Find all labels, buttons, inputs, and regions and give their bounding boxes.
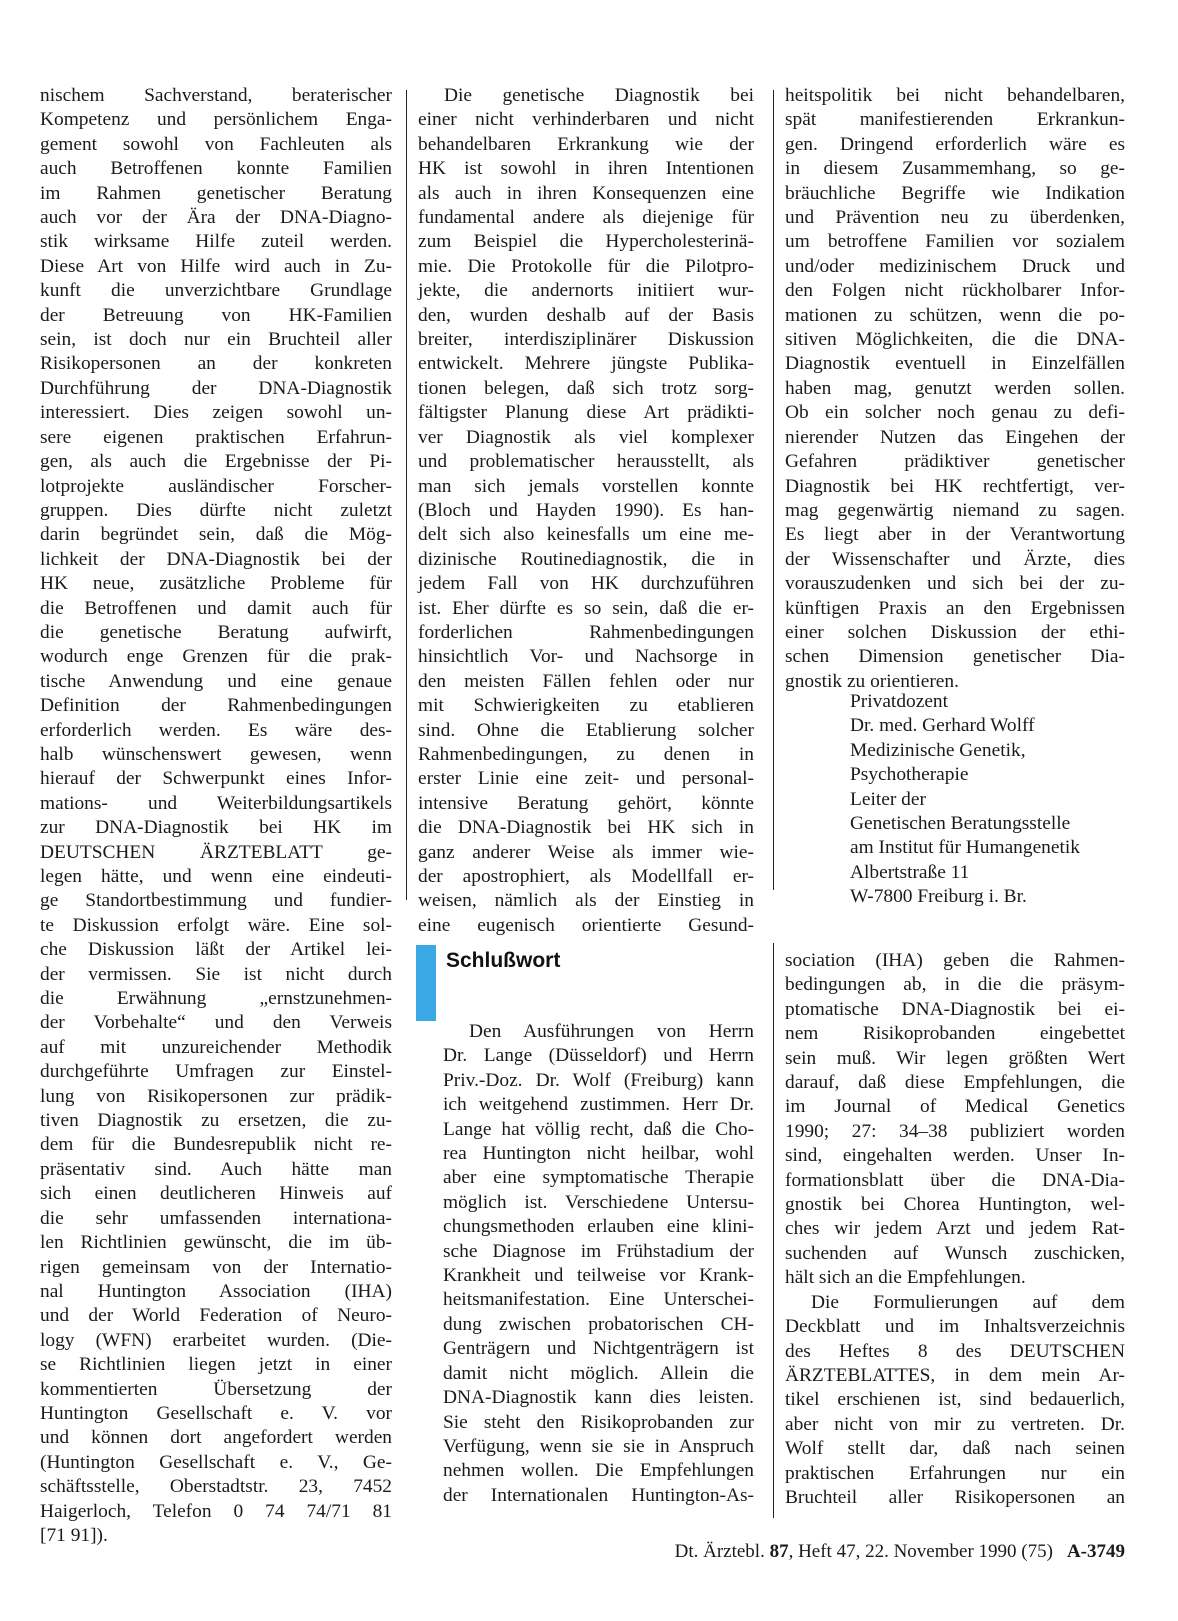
column-rule bbox=[773, 943, 774, 1518]
text-line: nehmen wollen. Die Empfehlungen bbox=[443, 1460, 754, 1482]
text-line: ge Standortbestimmung und fundier- bbox=[40, 890, 392, 912]
text-line: Genträgern und Nichtgenträgern ist bbox=[443, 1338, 754, 1360]
text-line: ganz anderer Weise als immer wie- bbox=[418, 841, 754, 863]
text-line: te Diskussion erfolgt wäre. Eine sol- bbox=[40, 914, 392, 936]
footer-journal: Dt. Ärztebl. bbox=[674, 1541, 765, 1562]
text-line: dem für die Bundesrepublik nicht re- bbox=[40, 1134, 392, 1156]
text-line: heitspolitik bei nicht behandelbaren, bbox=[785, 85, 1125, 106]
text-line: aber nicht von mir zu vertreten. Dr. bbox=[785, 1413, 1125, 1435]
text-line: tionen belegen, daß sich trotz sorg- bbox=[418, 377, 754, 399]
text-line: rea Huntington nicht heilbar, wohl bbox=[443, 1143, 754, 1165]
text-line: nal Huntington Association (IHA) bbox=[40, 1280, 392, 1302]
text-line: behandelbaren Erkrankung wie der bbox=[418, 133, 754, 155]
text-line: den, wurden deshalb auf der Basis bbox=[418, 304, 754, 326]
text-line: Wolf stellt dar, daß nach seinen bbox=[785, 1438, 1125, 1460]
text-line: des Heftes 8 des DEUTSCHEN bbox=[785, 1340, 1125, 1362]
text-line: gruppen. Dies dürfte nicht zuletzt bbox=[40, 499, 392, 521]
text-line: einer nicht verhinderbaren und nicht bbox=[418, 109, 754, 131]
text-line: und Prävention neu zu überdenken, bbox=[785, 207, 1125, 229]
text-line: man sich jemals vorstellen konnte bbox=[418, 475, 754, 497]
text-line: um betroffene Familien vor sozialem bbox=[785, 231, 1125, 253]
text-line: sociation (IHA) geben die Rahmen- bbox=[785, 950, 1125, 971]
text-line: sind, eingehalten werden. Unser In- bbox=[785, 1145, 1125, 1167]
text-line: halb wünschenswert gewesen, wenn bbox=[40, 743, 392, 765]
text-line: nem Risikoprobanden eingebettet bbox=[785, 1023, 1125, 1045]
author-line: Privatdozent bbox=[850, 691, 949, 712]
text-line: mit Schwierigkeiten zu etablieren bbox=[418, 695, 754, 717]
text-line: (Huntington Gesellschaft e. V., Ge- bbox=[40, 1451, 392, 1473]
column-rule bbox=[406, 90, 407, 900]
text-line: sein muß. Wir legen größten Wert bbox=[785, 1047, 1125, 1069]
text-line: im Journal of Medical Genetics bbox=[785, 1096, 1125, 1118]
text-line: und der World Federation of Neuro- bbox=[40, 1305, 392, 1327]
text-line: sind. Ohne die Etablierung solcher bbox=[418, 719, 754, 741]
text-line: erforderlich werden. Es wäre des- bbox=[40, 719, 392, 741]
text-line: bräuchliche Begriffe wie Indikation bbox=[785, 182, 1125, 204]
text-line: Kompetenz und persönlichem Enga- bbox=[40, 109, 392, 131]
text-line: auch Betroffenen konnte Familien bbox=[40, 158, 392, 180]
text-line: spät manifestierenden Erkrankun- bbox=[785, 109, 1125, 131]
author-line: Genetischen Beratungsstelle bbox=[850, 813, 1071, 835]
text-line: kommentierten Übersetzung der bbox=[40, 1378, 392, 1400]
text-line: auf mit unzureichender Methodik bbox=[40, 1036, 392, 1058]
text-line: Durchführung der DNA-Diagnostik bbox=[40, 377, 392, 399]
text-line: dung zwischen probatorischen CH- bbox=[443, 1313, 754, 1335]
text-line: zur DNA-Diagnostik bei HK im bbox=[40, 817, 392, 839]
text-line: Diagnostik bei HK rechtfertigt, ver- bbox=[785, 475, 1125, 497]
text-line: Huntington Gesellschaft e. V. vor bbox=[40, 1402, 392, 1424]
text-line: damit nicht möglich. Allein die bbox=[443, 1362, 754, 1384]
text-line: präsentativ sind. Auch hätte man bbox=[40, 1158, 392, 1180]
text-line: mag gegenwärtig niemand zu sagen. bbox=[785, 499, 1125, 521]
text-line: se Richtlinien liegen jetzt in einer bbox=[40, 1354, 392, 1376]
text-line: ver Diagnostik als viel komplexer bbox=[418, 426, 754, 448]
text-line: mationen zu schützen, wenn die po- bbox=[785, 304, 1125, 326]
text-line: der apostrophiert, als Modellfall er- bbox=[418, 866, 754, 887]
text-line: Priv.-Doz. Dr. Wolf (Freiburg) kann bbox=[443, 1069, 754, 1091]
text-line: gen, als auch die Ergebnisse der Pi- bbox=[40, 451, 392, 473]
text-line: Rahmenbedingungen, zu denen in bbox=[418, 743, 754, 765]
text-line: der Vorbehalte“ und den Verweis bbox=[40, 1012, 392, 1034]
section-heading: Schlußwort bbox=[446, 949, 561, 972]
text-line: gnostik zu orientieren. bbox=[785, 670, 959, 692]
text-line: den meisten Fällen fehlen oder nur bbox=[418, 670, 754, 692]
text-line: len Richtlinien gewünscht, die im üb- bbox=[40, 1232, 392, 1254]
text-line: die Erwähnung „ernstzunehmen- bbox=[40, 988, 392, 1010]
text-line: chungsmethoden erlauben eine klini- bbox=[443, 1216, 754, 1238]
text-column-4 bbox=[443, 1020, 754, 1508]
author-line: Leiter der bbox=[850, 788, 926, 810]
text-line: ist. Eher dürfte es so sein, daß die er- bbox=[418, 597, 754, 619]
text-column-2 bbox=[418, 84, 754, 938]
text-line: Den Ausführungen von Herrn bbox=[469, 1021, 754, 1042]
text-line: Diagnostik eventuell in Einzelfällen bbox=[785, 353, 1125, 375]
text-line: der Wissenschafter und Ärzte, dies bbox=[785, 548, 1125, 570]
text-line: 1990; 27: 34–38 publiziert worden bbox=[785, 1120, 1125, 1142]
text-column-3 bbox=[785, 84, 1125, 694]
text-line: hierauf der Schwerpunkt eines Infor- bbox=[40, 768, 392, 790]
text-line: formationsblatt über die DNA-Dia- bbox=[785, 1169, 1125, 1191]
text-line: der Betreuung von HK-Familien bbox=[40, 304, 392, 326]
text-line: hält sich an die Empfehlungen. bbox=[785, 1267, 1026, 1289]
author-line: W-7800 Freiburg i. Br. bbox=[850, 886, 1027, 908]
text-line: Lange hat völlig recht, daß die Cho- bbox=[443, 1118, 754, 1140]
text-line: tikel erschienen ist, sind bedauerlich, bbox=[785, 1389, 1125, 1411]
text-line: sche Diagnose im Frühstadium der bbox=[443, 1240, 754, 1262]
text-line: [71 91]). bbox=[40, 1524, 108, 1546]
text-line: (Bloch und Hayden 1990). Es han- bbox=[418, 499, 754, 521]
text-line: hinsichtlich Vor- und Nachsorge in bbox=[418, 646, 754, 668]
text-line: che Diskussion läßt der Artikel lei- bbox=[40, 939, 392, 961]
text-line: logy (WFN) erarbeitet wurden. (Die- bbox=[40, 1329, 392, 1351]
text-line: Ob ein solcher noch genau zu defi- bbox=[785, 402, 1125, 424]
text-line: sitiven Möglichkeiten, die die DNA- bbox=[785, 329, 1125, 351]
text-line: nierender Nutzen das Eingehen der bbox=[785, 426, 1125, 448]
text-line: praktischen Erfahrungen nur ein bbox=[785, 1462, 1125, 1484]
text-line: ÄRZTEBLATTES, in dem mein Ar- bbox=[785, 1364, 1125, 1386]
text-line: den Folgen nicht rückholbarer Infor- bbox=[785, 280, 1125, 302]
text-line: Die genetische Diagnostik bei bbox=[444, 85, 754, 106]
text-line: lotprojekte ausländischer Forscher- bbox=[40, 475, 392, 497]
text-line: durchgeführte Umfragen zur Einstel- bbox=[40, 1061, 392, 1083]
text-line: breiter, interdisziplinärer Diskussion bbox=[418, 329, 754, 351]
text-line: Bruchteil aller Risikopersonen an bbox=[785, 1486, 1125, 1508]
text-line: die DNA-Diagnostik bei HK sich in bbox=[418, 817, 754, 839]
text-line: darin begründet sein, daß die Mög- bbox=[40, 524, 392, 546]
author-line: Medizinische Genetik, bbox=[850, 739, 1026, 761]
text-line: als auch in ihren Konsequenzen eine bbox=[418, 182, 754, 204]
text-line: entwickelt. Mehrere jüngste Publika- bbox=[418, 353, 754, 375]
text-line: die Betroffenen und damit auch für bbox=[40, 597, 392, 619]
text-column-1 bbox=[40, 84, 392, 1548]
text-line: delt sich also keinesfalls um eine me- bbox=[418, 524, 754, 546]
footer-issue: , Heft 47, 22. November 1990 (75) bbox=[788, 1541, 1053, 1562]
text-line: interessiert. Dies zeigen sowohl un- bbox=[40, 402, 392, 424]
text-line: die sehr umfassenden internationa- bbox=[40, 1207, 392, 1229]
text-line: suchenden auf Wunsch zuschicken, bbox=[785, 1242, 1125, 1264]
text-line: haben mag, genutzt werden sollen. bbox=[785, 377, 1125, 399]
author-line: am Institut für Humangenetik bbox=[850, 837, 1080, 859]
footer-page-number: A-3749 bbox=[1066, 1541, 1125, 1562]
text-line: im Rahmen genetischer Beratung bbox=[40, 182, 392, 204]
text-line: Die Formulierungen auf dem bbox=[811, 1291, 1125, 1313]
text-line: künftigen Praxis an den Ergebnissen bbox=[785, 597, 1125, 619]
text-line: sein, ist doch nur ein Bruchteil aller bbox=[40, 329, 392, 351]
text-line: weisen, nämlich als der Einstieg in bbox=[418, 890, 754, 912]
text-line: bedingungen ab, in die die präsym- bbox=[785, 974, 1125, 996]
text-line: eine eugenisch orientierte Gesund- bbox=[418, 914, 754, 936]
text-line: vorauszudenken und sich bei der zu- bbox=[785, 573, 1125, 595]
text-line: Verfügung, wenn sie sie in Anspruch bbox=[443, 1435, 754, 1457]
text-line: mie. Die Protokolle für die Pilotpro- bbox=[418, 255, 754, 277]
text-line: einer solchen Diskussion der ethi- bbox=[785, 621, 1125, 643]
text-line: lichkeit der DNA-Diagnostik bei der bbox=[40, 548, 392, 570]
author-line: Dr. med. Gerhard Wolff bbox=[850, 715, 1035, 737]
text-line: dizinische Routinediagnostik, die in bbox=[418, 548, 754, 570]
text-line: Gefahren prädiktiver genetischer bbox=[785, 451, 1125, 473]
text-line: jedem Fall von HK durchzuführen bbox=[418, 573, 754, 595]
author-signature bbox=[850, 690, 1140, 910]
text-line: und/oder medizinischem Druck und bbox=[785, 255, 1125, 277]
text-line: jekte, die andernorts initiiert wur- bbox=[418, 280, 754, 302]
text-line: schen Dimension genetischer Dia- bbox=[785, 646, 1125, 668]
page-footer bbox=[590, 1540, 1125, 1564]
text-line: der Internationalen Huntington-As- bbox=[443, 1484, 754, 1506]
text-line: in diesem Zusammemhang, so ge- bbox=[785, 158, 1125, 180]
text-line: gen. Dringend erforderlich wäre es bbox=[785, 133, 1125, 155]
text-line: lung von Risikopersonen zur prädik- bbox=[40, 1085, 392, 1107]
text-line: rigen gemeinsam von der Internatio- bbox=[40, 1256, 392, 1278]
text-line: ptomatische DNA-Diagnostik bei ei- bbox=[785, 998, 1125, 1020]
author-line: Psychotherapie bbox=[850, 764, 969, 786]
text-line: gnostik bei Chorea Huntington, wel- bbox=[785, 1194, 1125, 1216]
text-line: ich weitgehend zustimmen. Herr Dr. bbox=[443, 1094, 754, 1116]
text-line: DNA-Diagnostik kann dies leisten. bbox=[443, 1387, 754, 1409]
text-line: DEUTSCHEN ÄRZTEBLATT ge- bbox=[40, 841, 392, 863]
column-rule bbox=[773, 90, 774, 890]
text-line: kunft die unverzichtbare Grundlage bbox=[40, 280, 392, 302]
text-line: Risikopersonen an der konkreten bbox=[40, 353, 392, 375]
text-line: Dr. Lange (Düsseldorf) und Herrn bbox=[443, 1045, 754, 1067]
text-line: mations- und Weiterbildungsartikels bbox=[40, 792, 392, 814]
text-line: forderlichen Rahmenbedingungen bbox=[418, 621, 754, 643]
text-line: sere eigenen praktischen Erfahrun- bbox=[40, 426, 392, 448]
footer-volume: 87 bbox=[769, 1541, 789, 1562]
text-line: möglich ist. Verschiedene Untersu- bbox=[443, 1191, 754, 1213]
text-line: fältigster Planung diese Art prädikti- bbox=[418, 402, 754, 424]
text-line: tiven Diagnostik zu ersetzen, die zu- bbox=[40, 1110, 392, 1132]
text-line: Es liegt aber in der Verantwortung bbox=[785, 524, 1125, 546]
text-line: Sie steht den Risikoprobanden zur bbox=[443, 1411, 754, 1433]
text-line: tische Anwendung und eine genaue bbox=[40, 670, 392, 692]
text-line: darauf, daß diese Empfehlungen, die bbox=[785, 1072, 1125, 1094]
text-line: fundamental andere als diejenige für bbox=[418, 207, 754, 229]
text-line: aber eine symptomatische Therapie bbox=[443, 1167, 754, 1189]
text-column-5 bbox=[785, 949, 1125, 1510]
text-line: Definition der Rahmenbedingungen bbox=[40, 695, 392, 717]
text-line: legen hätte, und wenn eine eindeuti- bbox=[40, 866, 392, 887]
section-accent-bar bbox=[416, 945, 436, 1021]
text-line: heitsmanifestation. Eine Unterschei- bbox=[443, 1289, 754, 1311]
text-line: ches wir jedem Arzt und jedem Rat- bbox=[785, 1218, 1125, 1240]
text-line: stik wirksame Hilfe zuteil werden. bbox=[40, 231, 392, 253]
text-line: zum Beispiel die Hypercholesterinä- bbox=[418, 231, 754, 253]
author-line: Albertstraße 11 bbox=[850, 861, 970, 883]
text-line: Krankheit und teilweise vor Krank- bbox=[443, 1265, 754, 1287]
text-line: Haigerloch, Telefon 0 74 74/71 81 bbox=[40, 1500, 392, 1522]
text-line: schäftsstelle, Oberstadtstr. 23, 7452 bbox=[40, 1476, 392, 1498]
text-line: auch vor der Ära der DNA-Diagno- bbox=[40, 207, 392, 229]
text-line: der vermissen. Sie ist nicht durch bbox=[40, 963, 392, 985]
text-line: und problematischer herausstellt, als bbox=[418, 451, 754, 473]
text-line: nischem Sachverstand, beraterischer bbox=[40, 85, 392, 106]
text-line: HK ist sowohl in ihren Intentionen bbox=[418, 158, 754, 180]
text-line: wodurch enge Grenzen für die prak- bbox=[40, 646, 392, 668]
text-line: intensive Beratung gehört, könnte bbox=[418, 792, 754, 814]
text-line: die genetische Beratung aufwirft, bbox=[40, 621, 392, 643]
text-line: und können dort angefordert werden bbox=[40, 1427, 392, 1449]
text-line: Diese Art von Hilfe wird auch in Zu- bbox=[40, 255, 392, 277]
text-line: erster Linie eine zeit- und personal- bbox=[418, 768, 754, 790]
text-line: Deckblatt und im Inhaltsverzeichnis bbox=[785, 1316, 1125, 1338]
text-line: sich einen deutlicheren Hinweis auf bbox=[40, 1183, 392, 1205]
text-line: gement sowohl von Fachleuten als bbox=[40, 133, 392, 155]
text-line: HK neue, zusätzliche Probleme für bbox=[40, 573, 392, 595]
